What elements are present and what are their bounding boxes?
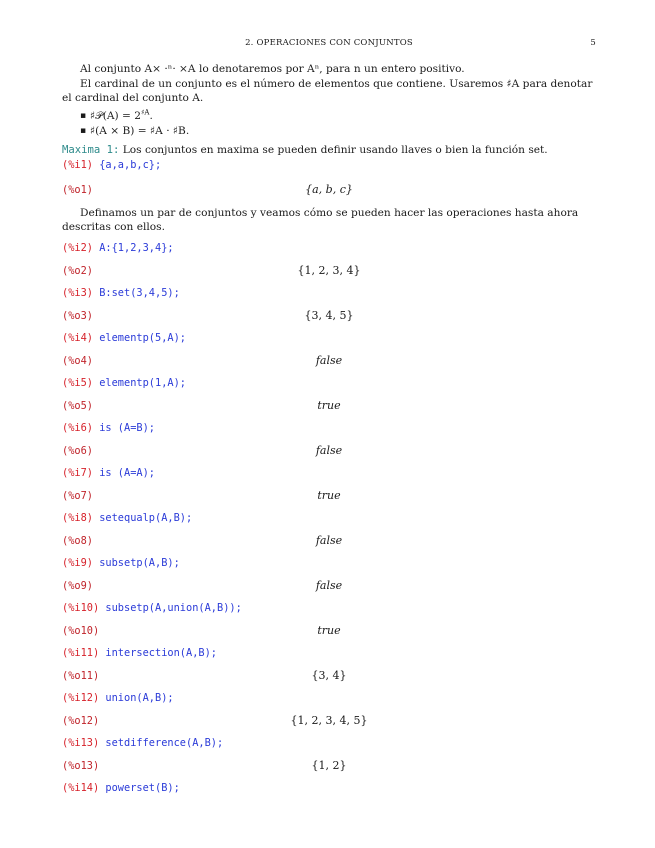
input-command: setequalp(A,B); — [99, 512, 193, 524]
page-number: 5 — [590, 38, 596, 48]
input-tag: (%i6) — [62, 422, 93, 434]
output-value: {3, 4, 5} — [304, 309, 354, 322]
running-title: 2. OPERACIONES CON CONJUNTOS — [245, 38, 413, 48]
output-value: false — [315, 354, 343, 367]
output-value: false — [315, 579, 343, 592]
output-value: true — [317, 489, 341, 502]
maxima-label: Maxima 1: — [62, 144, 120, 156]
input-line — [62, 601, 242, 615]
input-command: {a,a,b,c}; — [99, 159, 162, 171]
input-tag: (%i14) — [62, 782, 100, 794]
input-command: elementp(1,A); — [99, 377, 186, 389]
output-tag: (%o12) — [62, 715, 100, 727]
output-value: true — [317, 624, 341, 637]
bullet-item-1: ▪ ♯𝒫(A) = $2^{♯A}$. — [90, 109, 153, 123]
output-tag: (%o6) — [62, 445, 93, 457]
input-command: intersection(A,B); — [105, 647, 217, 659]
maxima-text: Los conjuntos en maxima se pueden definir usando llaves o bien la función set. — [119, 144, 548, 156]
output-value: false — [315, 534, 343, 547]
output-value: false — [315, 444, 343, 457]
input-line — [62, 466, 155, 480]
bullet-item-2: ▪ ♯(A × B) = ♯A · ♯B. — [90, 124, 189, 138]
paragraph-2: Definamos un par de conjuntos y veamos cómo se pueden hacer las operaciones hasta ahora descritas con ellos. — [62, 207, 579, 233]
input-line — [62, 781, 180, 795]
output-tag: (%o11) — [62, 670, 100, 682]
input-command: powerset(B); — [105, 782, 180, 794]
output-value: true — [317, 399, 341, 412]
input-command: is (A=B); — [99, 422, 155, 434]
output-tag: (%o5) — [62, 400, 93, 412]
input-command: union(A,B); — [105, 692, 174, 704]
output-value: {1, 2, 3, 4} — [297, 264, 361, 277]
input-line — [62, 421, 155, 435]
page-header — [62, 38, 596, 52]
output-value: {1, 2} — [311, 759, 347, 772]
output-tag: (%o2) — [62, 265, 93, 277]
input-line — [62, 331, 186, 345]
output-value: {a, b, c} — [305, 183, 353, 196]
input-line — [62, 158, 161, 172]
input-line — [62, 241, 174, 255]
output-tag: (%o13) — [62, 760, 100, 772]
input-command: setdifference(A,B); — [105, 737, 224, 749]
input-line — [62, 691, 174, 705]
input-tag: (%i13) — [62, 737, 100, 749]
input-line — [62, 646, 217, 660]
output-tag: (%o9) — [62, 580, 93, 592]
input-command: subsetp(A,union(A,B)); — [105, 602, 242, 614]
input-tag: (%i10) — [62, 602, 100, 614]
intro-line-1: Al conjunto A× ·ⁿ· ×A lo denotaremos por Aⁿ, para n un entero positivo. — [80, 63, 465, 75]
input-command: A:{1,2,3,4}; — [99, 242, 174, 254]
input-command: subsetp(A,B); — [99, 557, 180, 569]
input-line — [62, 511, 192, 525]
input-tag: (%i4) — [62, 332, 93, 344]
input-tag: (%i3) — [62, 287, 93, 299]
input-tag: (%i5) — [62, 377, 93, 389]
output-tag: (%o7) — [62, 490, 93, 502]
input-command: B:set(3,4,5); — [99, 287, 180, 299]
maxima-note — [62, 143, 596, 157]
output-tag: (%o8) — [62, 535, 93, 547]
input-tag: (%i8) — [62, 512, 93, 524]
output-tag: (%o1) — [62, 184, 93, 196]
input-line — [62, 556, 180, 570]
input-command: is (A=A); — [99, 467, 155, 479]
input-tag: (%i11) — [62, 647, 100, 659]
output-tag: (%o3) — [62, 310, 93, 322]
output-tag: (%o10) — [62, 625, 100, 637]
input-tag: (%i1) — [62, 159, 93, 171]
input-line — [62, 286, 180, 300]
input-line — [62, 376, 186, 390]
input-command: elementp(5,A); — [99, 332, 186, 344]
intro-line-2: El cardinal de un conjunto es el número de elementos que contiene. Usaremos ♯A para denotar el cardinal del conjunto A. — [62, 78, 593, 104]
output-value: {1, 2, 3, 4, 5} — [290, 714, 368, 727]
input-tag: (%i9) — [62, 557, 93, 569]
input-tag: (%i2) — [62, 242, 93, 254]
input-tag: (%i7) — [62, 467, 93, 479]
input-tag: (%i12) — [62, 692, 100, 704]
input-line — [62, 736, 223, 750]
output-tag: (%o4) — [62, 355, 93, 367]
output-value: {3, 4} — [311, 669, 347, 682]
